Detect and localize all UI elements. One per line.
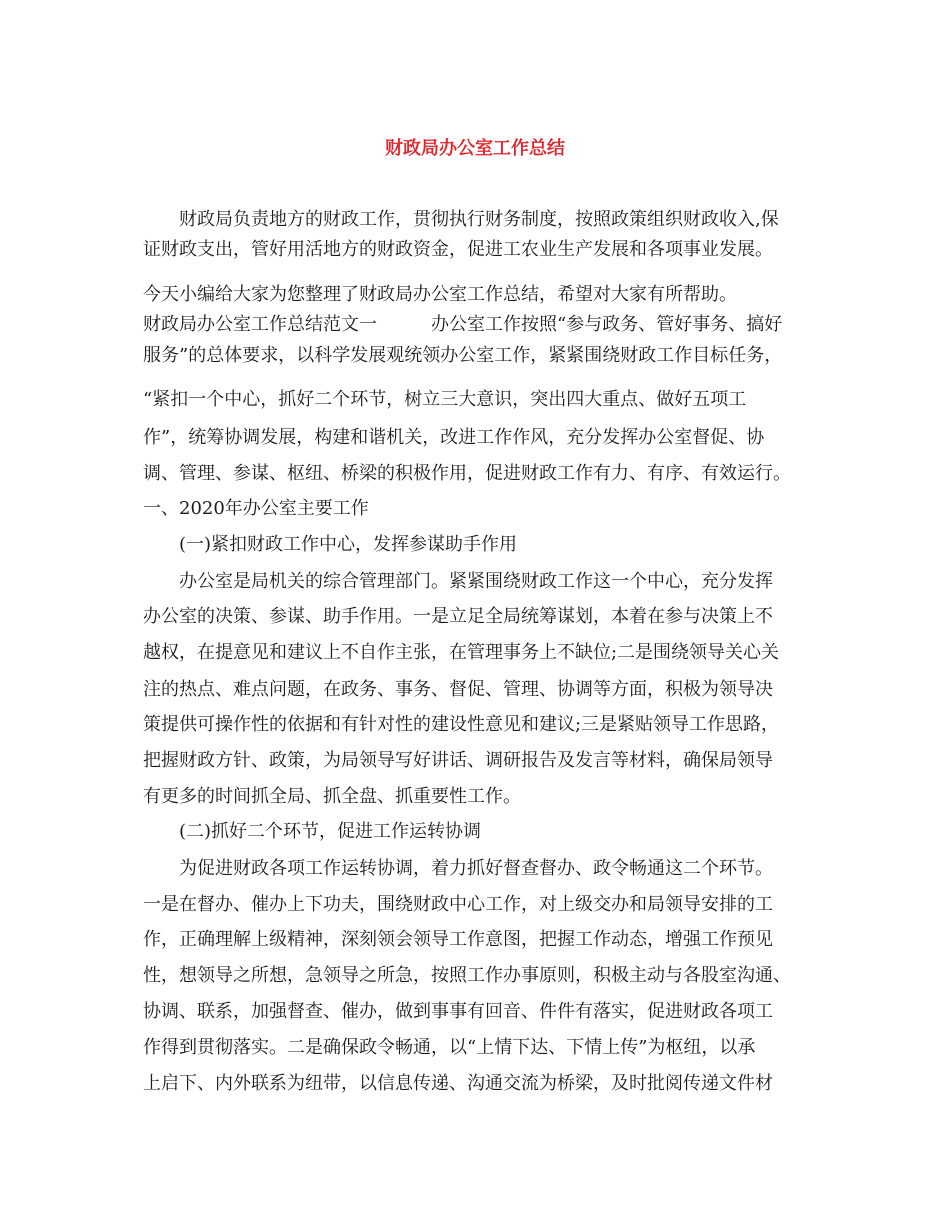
body-line: 财政局办公室工作总结范文一 办公室工作按照“参与政务、管好事务、搞好 xyxy=(143,314,783,335)
body-line: 作”，统筹协调发展，构建和谐机关，改进工作作风，充分发挥办公室督促、协 xyxy=(143,427,765,448)
body-line: 财政局负责地方的财政工作，贯彻执行财务制度，按照政策组织财政收入,保 xyxy=(143,209,779,230)
body-line: 证财政支出，管好用活地方的财政资金，促进工农业生产发展和各项事业发展。 xyxy=(143,239,773,260)
body-line: 办公室的决策、参谋、助手作用。一是立足全局统筹谋划，本着在参与决策上不 xyxy=(143,606,773,627)
body-line: 上启下、内外联系为纽带，以信息传递、沟通交流为桥梁，及时批阅传递文件材 xyxy=(143,1073,773,1094)
body-line: 为促进财政各项工作运转协调，着力抓好督查督办、政令畅通这二个环节。 xyxy=(143,858,773,879)
body-line: 调、管理、参谋、枢纽、桥梁的积极作用，促进财政工作有力、有序、有效运行。 xyxy=(143,463,791,484)
body-line: 办公室是局机关的综合管理部门。紧紧围绕财政工作这一个中心，充分发挥 xyxy=(143,571,773,592)
body-line: 把握财政方针、政策，为局领导写好讲话、调研报告及发言等材料，确保局领导 xyxy=(143,750,773,771)
body-line: 有更多的时间抓全局、抓全盘、抓重要性工作。 xyxy=(143,786,521,807)
body-line: 服务”的总体要求，以科学发展观统领办公室工作，紧紧围绕财政工作目标任务， xyxy=(143,345,783,366)
body-line: 作得到贯彻落实。二是确保政令畅通，以“上情下达、下情上传”为枢纽，以承 xyxy=(143,1037,756,1058)
body-line: 策提供可操作性的依据和有针对性的建设性意见和建议;三是紧贴领导工作思路， xyxy=(143,714,780,735)
subsection-heading: (一)紧扣财政工作中心，发挥参谋助手作用 xyxy=(143,534,518,555)
body-line: 注的热点、难点问题，在政务、事务、督促、管理、协调等方面，积极为领导决 xyxy=(143,679,773,700)
subsection-heading: (二)抓好二个环节，促进工作运转协调 xyxy=(143,821,482,842)
body-line: 越权，在提意见和建议上不自作主张，在管理事务上不缺位;二是围绕领导关心关 xyxy=(143,642,780,663)
body-line: “紧扣一个中心，抓好二个环节，树立三大意识，突出四大重点、做好五项工 xyxy=(143,389,747,410)
body-line: 协调、联系，加强督查、催办，做到事事有回音、件件有落实，促进财政各项工 xyxy=(143,1001,773,1022)
body-line: 一是在督办、催办上下功夫，围绕财政中心工作，对上级交办和局领导安排的工 xyxy=(143,894,773,915)
body-line: 性，想领导之所想，急领导之所急，按照工作办事原则，积极主动与各股室沟通、 xyxy=(143,965,791,986)
section-heading: 一、2020年办公室主要工作 xyxy=(143,498,369,519)
body-line: 作，正确理解上级精神，深刻领会领导工作意图，把握工作动态，增强工作预见 xyxy=(143,929,773,950)
body-line: 今天小编给大家为您整理了财政局办公室工作总结，希望对大家有所帮助。 xyxy=(143,284,737,305)
document-title: 财政局办公室工作总结 xyxy=(385,138,565,159)
